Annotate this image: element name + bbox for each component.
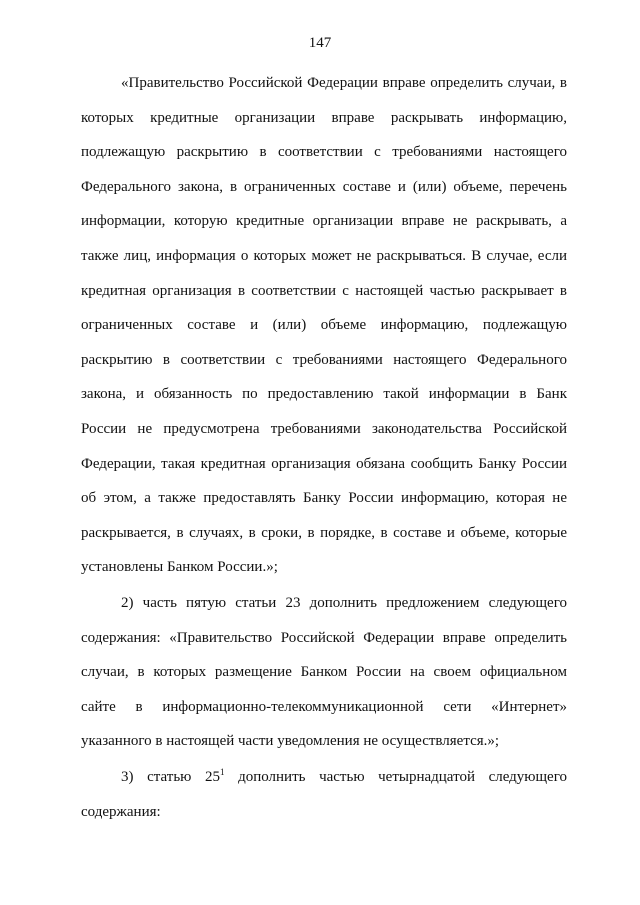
item-3-suffix: дополнить частью четырнадцатой следующего <box>224 769 567 785</box>
text-line: которых кредитные организации вправе раскрывать информацию, <box>81 109 567 126</box>
paragraph-government-disclosure <box>81 66 567 585</box>
text-line: кредитная организация в соответствии с настоящей частью раскрывает в <box>81 282 567 299</box>
paragraph-2 <box>81 586 567 759</box>
text-line: содержания: <box>81 803 161 820</box>
text-line: Федерального закона, в ограниченных составе и (или) объеме, перечень <box>81 178 567 195</box>
text-line: раскрытию в соответствии с требованиями настоящего Федерального <box>81 351 567 368</box>
text-line: информации, которую кредитные организации вправе не раскрывать, а <box>81 213 567 230</box>
page-number: 147 <box>308 35 332 51</box>
text-line: России не предусмотрена требованиями законодательства Российской <box>81 420 567 437</box>
text-line: указанного в настоящей части уведомления не осуществляется.»; <box>81 733 500 750</box>
text-line: установлены Банком России.»; <box>81 559 278 576</box>
text-line: сайте в информационно-телекоммуникационной сети «Интернет» <box>81 698 567 715</box>
text-line: закона, и обязанность по предоставлению такой информации в Банк <box>81 386 567 403</box>
paragraph-item-3 <box>81 760 567 829</box>
text-line: ограниченных составе и (или) объеме информацию, подлежащую <box>81 317 567 334</box>
paragraph-1 <box>81 66 567 585</box>
text-line: 2) часть пятую статьи 23 дополнить предложением следующего <box>121 595 567 611</box>
text-line: Федерации, такая кредитная организация обязана сообщить Банку России <box>81 455 567 472</box>
text-line: «Правительство Российской Федерации вправе определить случаи, в <box>121 75 567 91</box>
text-line <box>81 760 567 795</box>
text-line: случаи, в которых размещение Банком России на своем официальном <box>81 664 567 681</box>
text-line: раскрывается, в случаях, в сроки, в порядке, в составе и объеме, которые <box>81 524 567 541</box>
text-line: подлежащую раскрытию в соответствии с требованиями настоящего <box>81 144 567 161</box>
text-line: также лиц, информация о которых может не раскрываться. В случае, если <box>81 247 567 264</box>
text-line: содержания: «Правительство Российской Федерации вправе определить <box>81 629 567 646</box>
text-line: об этом, а также предоставлять Банку России информацию, которая не <box>81 490 567 507</box>
paragraph-3 <box>81 760 567 829</box>
superscript-index: 1 <box>219 767 225 777</box>
paragraph-item-2 <box>81 586 567 759</box>
item-3-prefix: 3) статью 25 <box>121 769 220 785</box>
